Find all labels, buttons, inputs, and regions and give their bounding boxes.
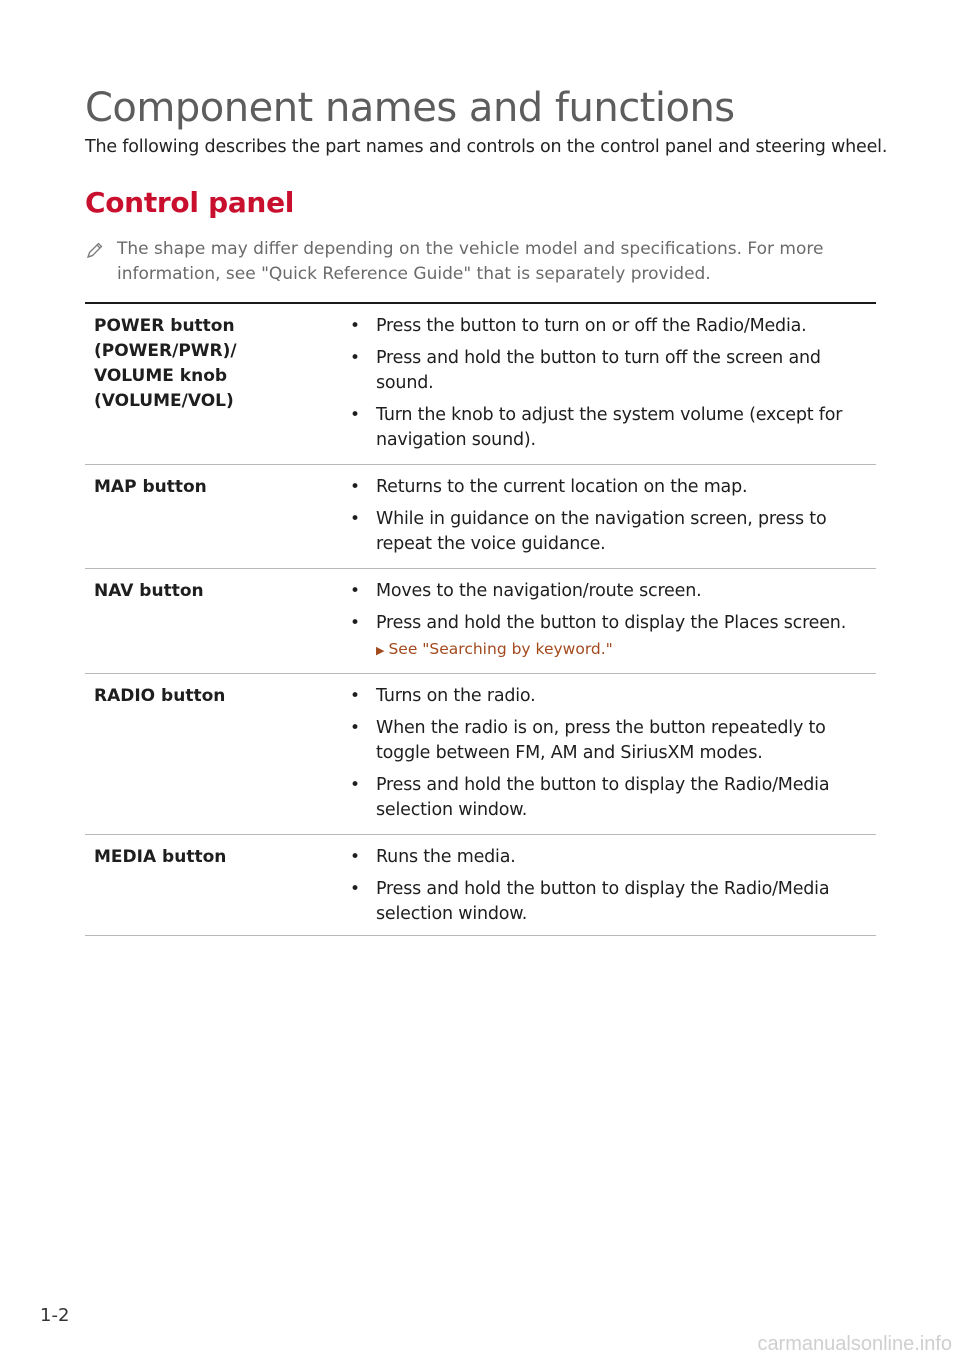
table-row bbox=[85, 304, 876, 465]
note bbox=[85, 237, 845, 287]
row-label: NAV button bbox=[94, 581, 204, 601]
list-item: • Press the button to turn on or off the Radio/Media. bbox=[337, 314, 876, 339]
intro-text: The following describes the part names and controls on the control panel and steering wheel. bbox=[85, 137, 888, 157]
section-title: Control panel bbox=[85, 186, 295, 219]
bullet-icon: • bbox=[350, 718, 360, 738]
row-description bbox=[337, 684, 876, 823]
row-label: MAP button bbox=[94, 477, 207, 497]
table-row bbox=[85, 569, 876, 674]
bullet-icon: • bbox=[350, 581, 360, 601]
bullet-icon: • bbox=[350, 405, 360, 425]
bullet-icon: • bbox=[350, 847, 360, 867]
bullet-icon: • bbox=[350, 316, 360, 336]
list-item: • Turn the knob to adjust the system volume (except for navigation sound). bbox=[350, 405, 843, 450]
list-item: • Press and hold the button to display the Radio/Media selection window. bbox=[350, 879, 830, 924]
table-row bbox=[85, 835, 876, 936]
bullet-icon: • bbox=[350, 686, 360, 706]
pencil-icon bbox=[85, 240, 105, 260]
watermark: carmanualsonline.info bbox=[757, 1333, 952, 1355]
list-item: • Press and hold the button to display the Radio/Media selection window. bbox=[350, 775, 830, 820]
list-item: • Moves to the navigation/route screen. bbox=[337, 579, 876, 604]
bullet-icon: • bbox=[350, 509, 360, 529]
bullet-icon: • bbox=[350, 879, 360, 899]
bullet-icon: • bbox=[350, 477, 360, 497]
play-arrow-icon: ▶ bbox=[376, 644, 385, 657]
bullet-icon: • bbox=[350, 348, 360, 368]
list-item: • Press and hold the button to turn off the screen and sound. bbox=[350, 348, 821, 393]
row-description bbox=[337, 314, 876, 453]
bullet-icon: • bbox=[350, 775, 360, 795]
page-title: Component names and functions bbox=[85, 84, 735, 131]
row-label: POWER button (POWER/PWR)/ VOLUME knob (VOLUME/VOL) bbox=[94, 316, 237, 411]
page-number: 1-2 bbox=[40, 1305, 70, 1326]
list-item: • When the radio is on, press the button repeatedly to toggle between FM, AM and SiriusXM modes. bbox=[350, 718, 826, 763]
list-item: • Turns on the radio. bbox=[337, 684, 876, 709]
row-label: RADIO button bbox=[94, 686, 226, 706]
row-description bbox=[337, 475, 876, 557]
table-row bbox=[85, 465, 876, 569]
row-description bbox=[337, 845, 876, 927]
row-description bbox=[337, 579, 876, 636]
bullet-icon: • bbox=[350, 613, 360, 633]
list-item: • Runs the media. bbox=[337, 845, 876, 870]
list-item: • While in guidance on the navigation screen, press to repeat the voice guidance. bbox=[350, 509, 827, 554]
list-item: • Returns to the current location on the map. bbox=[337, 475, 876, 500]
note-text: The shape may differ depending on the vehicle model and specifications. For more information, see "Quick Reference Guide" that is separately provided. bbox=[117, 239, 824, 284]
control-panel-table bbox=[85, 302, 876, 936]
row-label: MEDIA button bbox=[94, 847, 227, 867]
cross-reference-link[interactable]: ▶ See "Searching by keyword." bbox=[376, 640, 613, 658]
table-row bbox=[85, 674, 876, 835]
list-item: • Press and hold the button to display the Places screen. bbox=[337, 611, 876, 636]
